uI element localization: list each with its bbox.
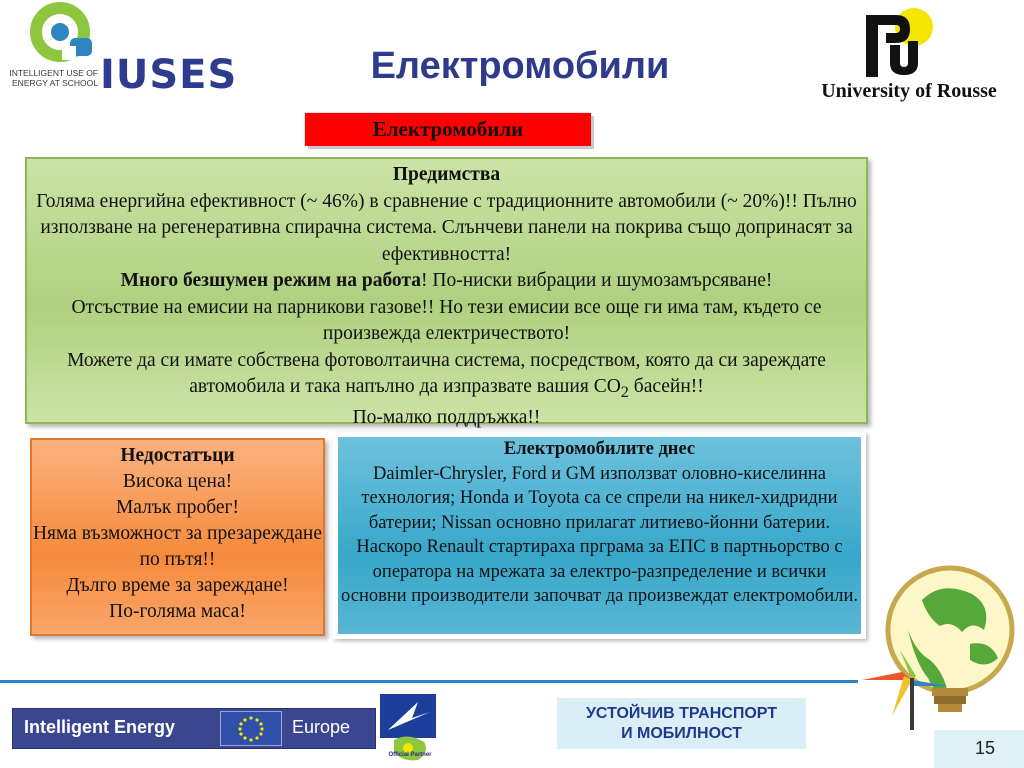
disadvantages-item: Малък пробег!	[115, 497, 240, 518]
page-number: 15	[974, 738, 996, 758]
university-name: University of Rousse	[821, 80, 997, 102]
advantages-panel	[25, 157, 868, 429]
ru-logo-icon	[862, 5, 940, 83]
eu-flag-icon	[220, 711, 282, 746]
topic-label-line2: И МОБИЛНОСТ	[621, 725, 742, 742]
subtitle-banner: Електромобили	[305, 113, 591, 146]
today-body: Daimler-Chrysler, Ford и GM използват оловно-киселинна технология; Honda и Toyota са се спрели на никел-хидридни батерии; Nissan основно прилагат литиево-йонни батерии. Наскоро Renault стартираха прграма за ЕПС в партньорство с оператора на мрежата за електро-разпределение и всички основни производители започват да произвеждат електромобили.	[341, 463, 858, 606]
disadvantages-heading: Недостатъци	[120, 445, 235, 466]
page-title: Електромобили	[370, 45, 670, 87]
advantages-line-maintenance: По-малко поддръжка!!	[352, 407, 541, 429]
partner-label: Official Partner	[388, 752, 432, 758]
disadvantages-item: Дълго време за зареждане!	[66, 575, 289, 596]
footer-divider	[0, 680, 858, 683]
lightbulb-globe-icon	[852, 560, 1024, 730]
disadvantages-item: Висока цена!	[122, 471, 233, 492]
advantages-silent-rest: ! По-ниски вибрации и шумозамърсяване!	[421, 270, 773, 291]
iuses-wordmark: IUSES	[100, 52, 238, 98]
iuses-tagline: INTELLIGENT USE OF ENERGY AT SCHOOL	[9, 68, 98, 88]
disadvantages-item: Няма възможност за презареждане по пътя!!	[32, 523, 323, 570]
advantages-heading: Предимства	[392, 164, 501, 185]
advantages-pv-sub: 2	[620, 382, 629, 401]
advantages-silent-bold: Много безшумен режим на работа	[120, 270, 421, 291]
disadvantages-panel	[30, 438, 325, 636]
advantages-line-silent	[27, 268, 866, 295]
advantages-pv-end: басейн!!	[628, 376, 704, 397]
today-panel-inner	[338, 437, 861, 634]
advantages-line-emissions: Отсъствие на емисии на парникови газове!! Но тези емисии все още ги има там, където се произвежда електричеството!	[71, 296, 822, 344]
topic-label	[557, 698, 806, 749]
today-heading: Електромобилите днес	[503, 439, 696, 459]
advantages-line-efficiency: Голяма енергийна ефективност (~ 46%) в сравнение с традиционните автомобили (~ 20%)!! Пълно използване на регенеративна спирачна система. Слънчеви панели на покрива също допринасят за ефективността!	[36, 190, 857, 265]
today-panel	[333, 432, 866, 639]
advantages-line-photovoltaic	[27, 348, 866, 406]
advantages-pv-text: Можете да си имате собствена фотоволтаична система, посредством, която да си зареждате автомобила и така напълно да изпразвате вашия CO	[67, 349, 826, 397]
ie-banner-right-text: Europe	[292, 717, 351, 737]
topic-label-line1: УСТОЙЧИВ ТРАНСПОРТ	[585, 705, 778, 722]
ie-banner-left-text: Intelligent Energy	[24, 717, 176, 737]
disadvantages-item: По-голяма маса!	[109, 601, 246, 622]
